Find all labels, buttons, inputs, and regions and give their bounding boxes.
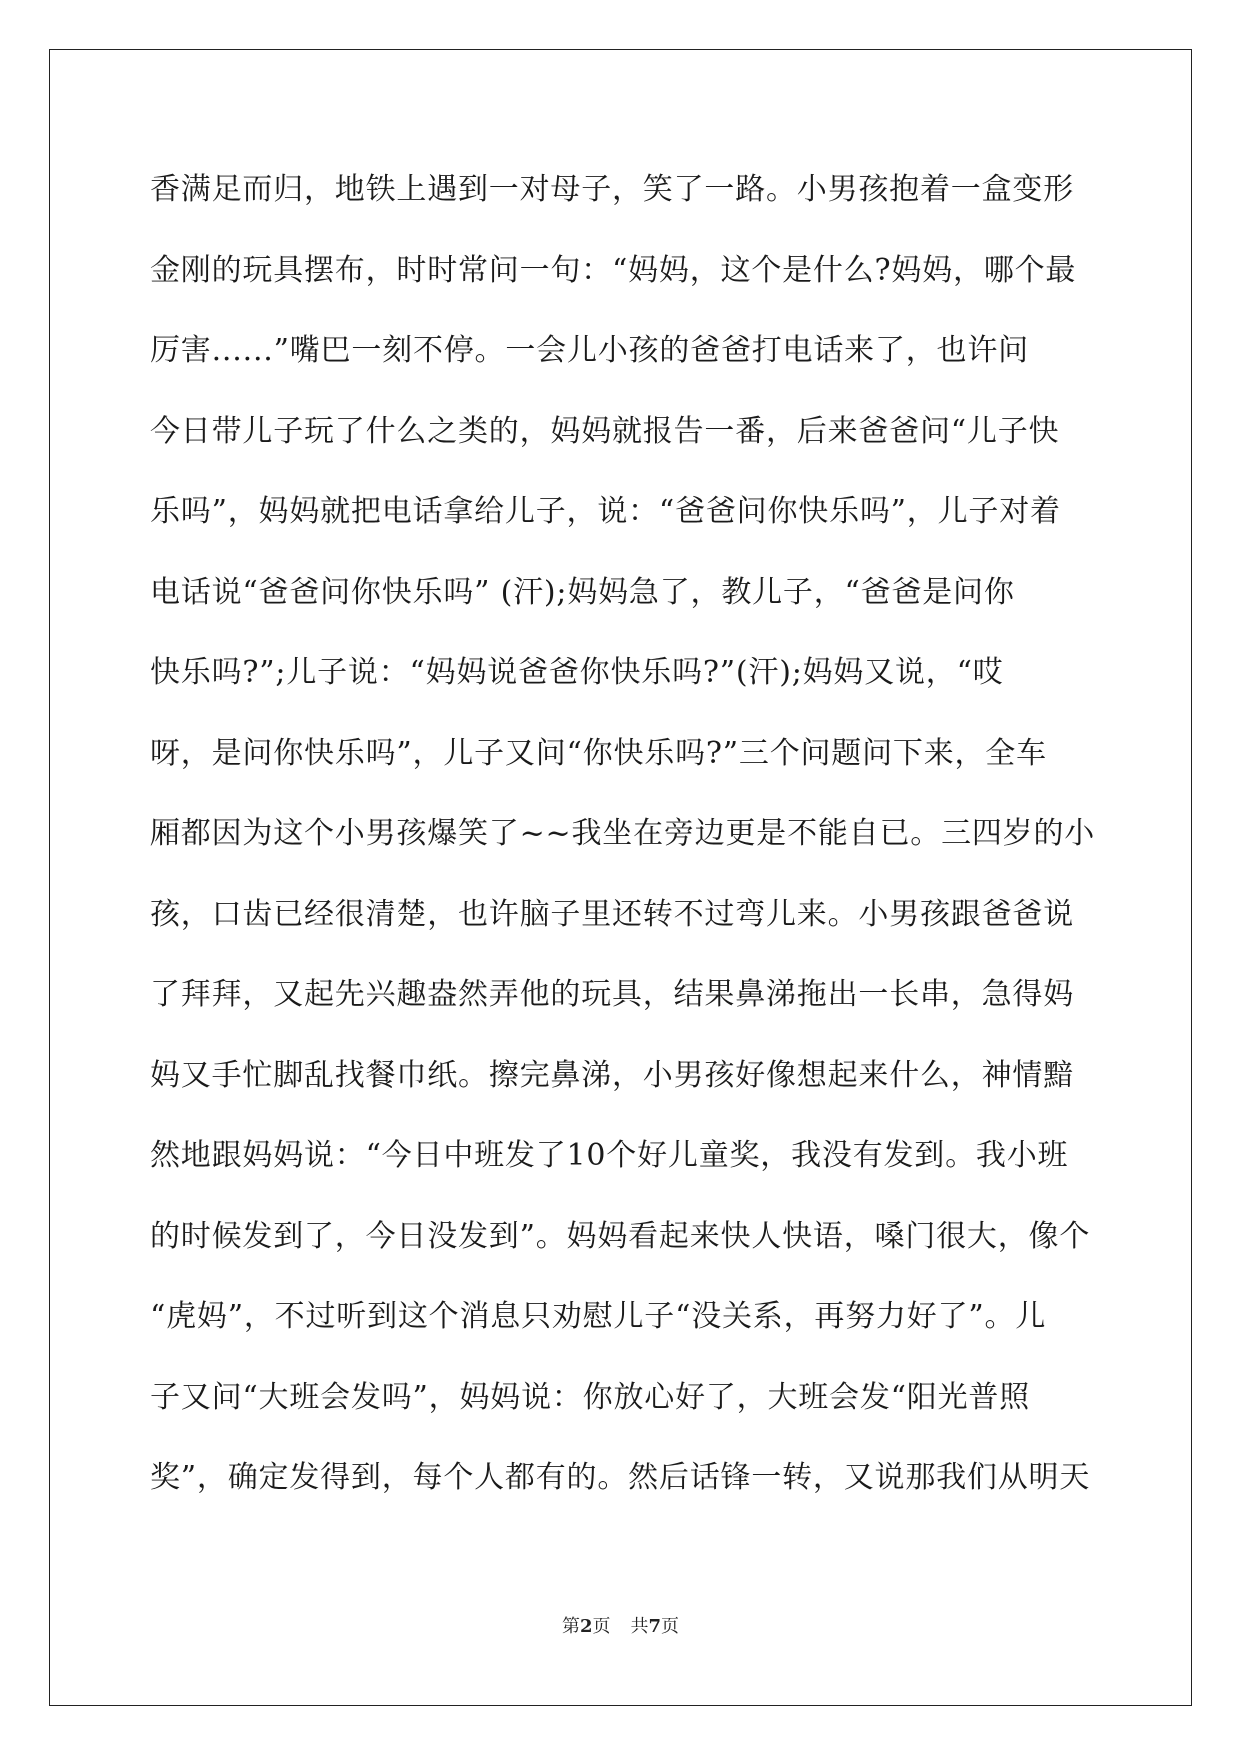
page-total: 7	[648, 1616, 662, 1637]
text-line: 奖”，确定发得到，每个人都有的。然后话锋一转，又说那我们从明天	[150, 1460, 1091, 1495]
page-prefix: 第	[561, 1616, 580, 1637]
text-line: 呀，是问你快乐吗”，儿子又问“你快乐吗?”三个问题问下来，全车	[150, 735, 1047, 771]
text-line: 厢都因为这个小男孩爆笑了~~我坐在旁边更是不能自已。三四岁的小	[150, 816, 1096, 851]
page-current: 2	[579, 1616, 593, 1637]
page-footer	[0, 1612, 1241, 1638]
page-suffix: 页	[592, 1616, 611, 1637]
text-line: 电话说“爸爸问你快乐吗” (汗);妈妈急了，教儿子，“爸爸是问你	[150, 574, 1015, 610]
text-line: 厉害......”嘴巴一刻不停。一会儿小孩的爸爸打电话来了，也许问	[150, 333, 1029, 368]
text-line: 今日带儿子玩了什么之类的，妈妈就报告一番，后来爸爸问“儿子快	[150, 413, 1060, 449]
text-line: 快乐吗?”;儿子说：“妈妈说爸爸你快乐吗?”(汗);妈妈又说，“哎	[150, 655, 1004, 690]
total-suffix: 页	[661, 1616, 680, 1637]
text-line: 孩，口齿已经很清楚，也许脑子里还转不过弯儿来。小男孩跟爸爸说	[150, 896, 1074, 932]
text-line: 妈又手忙脚乱找餐巾纸。擦完鼻涕，小男孩好像想起来什么，神情黯	[150, 1057, 1074, 1093]
total-prefix: 共	[630, 1616, 649, 1637]
text-line: 香满足而归，地铁上遇到一对母子，笑了一路。小男孩抱着一盒变形	[150, 172, 1074, 207]
text-line: 乐吗”，妈妈就把电话拿给儿子，说：“爸爸问你快乐吗”，儿子对着	[150, 494, 1061, 529]
text-line: 金刚的玩具摆布，时时常问一句：“妈妈，这个是什么?妈妈，哪个最	[150, 252, 1077, 288]
text-line: “虎妈”，不过听到这个消息只劝慰儿子“没关系，再努力好了”。儿	[150, 1299, 1047, 1334]
text-line: 的时候发到了，今日没发到”。妈妈看起来快人快语，嗓门很大，像个	[150, 1218, 1091, 1254]
text-line: 子又问“大班会发吗”，妈妈说：你放心好了，大班会发“阳光普照	[150, 1379, 1031, 1415]
body-text	[150, 150, 1096, 1519]
text-line: 了拜拜，又起先兴趣盎然弄他的玩具，结果鼻涕拖出一长串，急得妈	[150, 977, 1074, 1012]
text-line: 然地跟妈妈说：“今日中班发了10个好儿童奖，我没有发到。我小班	[150, 1138, 1069, 1173]
